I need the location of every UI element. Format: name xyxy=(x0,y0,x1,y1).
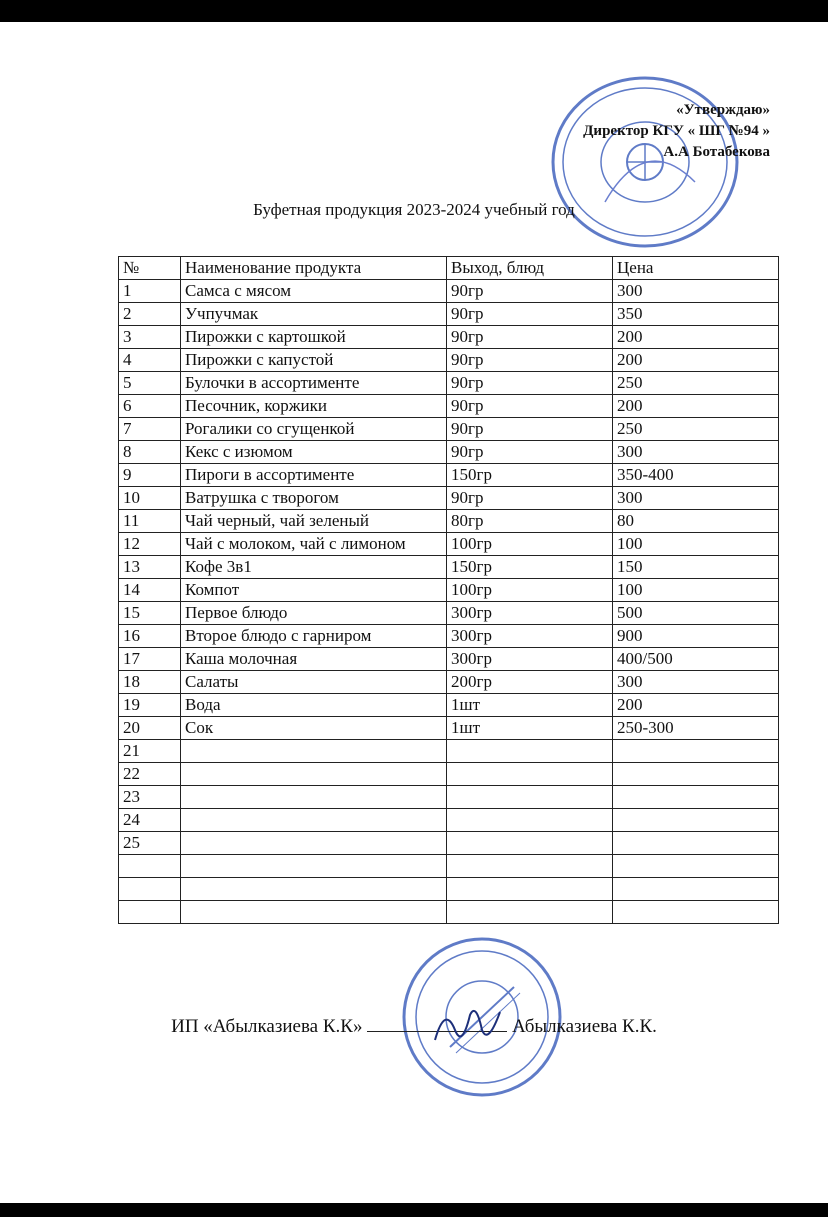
cell-number: 13 xyxy=(119,556,181,579)
cell-number: 17 xyxy=(119,648,181,671)
approval-director: Директор КГУ « ШГ №94 » xyxy=(583,123,770,139)
cell-number: 24 xyxy=(119,809,181,832)
approval-name: А.А Ботабекова xyxy=(663,144,770,160)
cell-product: Вода xyxy=(181,694,447,717)
cell-portion xyxy=(447,855,613,878)
cell-portion: 90гр xyxy=(447,349,613,372)
cell-portion: 90гр xyxy=(447,487,613,510)
cell-portion: 90гр xyxy=(447,441,613,464)
table-row xyxy=(119,694,779,717)
table-header-row xyxy=(119,257,779,280)
table-row xyxy=(119,625,779,648)
cell-price xyxy=(613,809,779,832)
cell-portion: 300гр xyxy=(447,602,613,625)
cell-product: Рогалики со сгущенкой xyxy=(181,418,447,441)
cell-price: 900 xyxy=(613,625,779,648)
cell-price: 200 xyxy=(613,395,779,418)
cell-price: 350 xyxy=(613,303,779,326)
cell-product xyxy=(181,832,447,855)
cell-number: 22 xyxy=(119,763,181,786)
table-row xyxy=(119,602,779,625)
cell-number xyxy=(119,878,181,901)
cell-number: 23 xyxy=(119,786,181,809)
cell-product xyxy=(181,763,447,786)
cell-number: 7 xyxy=(119,418,181,441)
table-row xyxy=(119,809,779,832)
cell-product: Кофе 3в1 xyxy=(181,556,447,579)
cell-price: 80 xyxy=(613,510,779,533)
cell-number: 2 xyxy=(119,303,181,326)
header-number: № xyxy=(119,257,181,280)
cell-portion xyxy=(447,901,613,924)
cell-number: 11 xyxy=(119,510,181,533)
cell-portion: 80гр xyxy=(447,510,613,533)
cell-number: 25 xyxy=(119,832,181,855)
cell-product: Первое блюдо xyxy=(181,602,447,625)
table-row xyxy=(119,280,779,303)
cell-price: 250-300 xyxy=(613,717,779,740)
cell-portion xyxy=(447,809,613,832)
cell-price xyxy=(613,855,779,878)
table-row xyxy=(119,556,779,579)
cell-product: Самса с мясом xyxy=(181,280,447,303)
cell-price xyxy=(613,878,779,901)
cell-price: 300 xyxy=(613,671,779,694)
table-row xyxy=(119,441,779,464)
cell-number: 12 xyxy=(119,533,181,556)
cell-portion: 100гр xyxy=(447,579,613,602)
cell-product: Чай черный, чай зеленый xyxy=(181,510,447,533)
header-portion: Выход, блюд xyxy=(447,257,613,280)
table-row xyxy=(119,303,779,326)
cell-product: Второе блюдо с гарниром xyxy=(181,625,447,648)
cell-portion: 200гр xyxy=(447,671,613,694)
cell-price: 200 xyxy=(613,694,779,717)
table-row xyxy=(119,855,779,878)
table-row xyxy=(119,901,779,924)
table-row xyxy=(119,418,779,441)
cell-price: 100 xyxy=(613,533,779,556)
cell-price xyxy=(613,832,779,855)
cell-number: 18 xyxy=(119,671,181,694)
cell-portion xyxy=(447,763,613,786)
cell-portion: 90гр xyxy=(447,326,613,349)
cell-number xyxy=(119,855,181,878)
cell-portion: 300гр xyxy=(447,648,613,671)
cell-price: 250 xyxy=(613,372,779,395)
cell-number: 8 xyxy=(119,441,181,464)
cell-product xyxy=(181,786,447,809)
cell-portion: 150гр xyxy=(447,556,613,579)
cell-product: Булочки в ассортименте xyxy=(181,372,447,395)
cell-product: Ватрушка с творогом xyxy=(181,487,447,510)
cell-number: 6 xyxy=(119,395,181,418)
cell-price: 250 xyxy=(613,418,779,441)
signature-name: Абылказиева К.К. xyxy=(511,1016,657,1037)
cell-price: 100 xyxy=(613,579,779,602)
cell-product: Каша молочная xyxy=(181,648,447,671)
cell-price: 350-400 xyxy=(613,464,779,487)
cell-product: Кекс с изюмом xyxy=(181,441,447,464)
cell-price: 300 xyxy=(613,441,779,464)
cell-product: Салаты xyxy=(181,671,447,694)
signature-line xyxy=(0,1015,828,1038)
table-row xyxy=(119,326,779,349)
cell-portion: 150гр xyxy=(447,464,613,487)
handwritten-signature xyxy=(430,1000,510,1055)
cell-product: Пироги в ассортименте xyxy=(181,464,447,487)
table-row xyxy=(119,464,779,487)
cell-price: 500 xyxy=(613,602,779,625)
cell-number: 1 xyxy=(119,280,181,303)
cell-number: 10 xyxy=(119,487,181,510)
signature-entity: ИП «Абылказиева К.К» xyxy=(171,1016,363,1037)
table-row xyxy=(119,372,779,395)
cell-price: 150 xyxy=(613,556,779,579)
cell-price: 200 xyxy=(613,349,779,372)
cell-number: 19 xyxy=(119,694,181,717)
cell-portion: 1шт xyxy=(447,717,613,740)
table-row xyxy=(119,878,779,901)
cell-product: Пирожки с картошкой xyxy=(181,326,447,349)
cell-number: 4 xyxy=(119,349,181,372)
table-row xyxy=(119,579,779,602)
cell-product xyxy=(181,878,447,901)
cell-number xyxy=(119,901,181,924)
cell-product: Сок xyxy=(181,717,447,740)
cell-product: Пирожки с капустой xyxy=(181,349,447,372)
cell-number: 9 xyxy=(119,464,181,487)
table-row xyxy=(119,740,779,763)
table-row xyxy=(119,349,779,372)
menu-table-body xyxy=(119,280,779,924)
table-row xyxy=(119,763,779,786)
cell-portion: 90гр xyxy=(447,280,613,303)
cell-price: 300 xyxy=(613,280,779,303)
cell-price: 300 xyxy=(613,487,779,510)
table-row xyxy=(119,395,779,418)
cell-price xyxy=(613,901,779,924)
cell-product xyxy=(181,901,447,924)
menu-table xyxy=(118,256,779,924)
cell-price xyxy=(613,740,779,763)
cell-number: 3 xyxy=(119,326,181,349)
cell-price xyxy=(613,786,779,809)
cell-portion: 90гр xyxy=(447,395,613,418)
approval-block xyxy=(583,100,770,163)
table-row xyxy=(119,487,779,510)
cell-product: Чай с молоком, чай с лимоном xyxy=(181,533,447,556)
cell-product: Учпучмак xyxy=(181,303,447,326)
cell-product xyxy=(181,740,447,763)
cell-number: 21 xyxy=(119,740,181,763)
table-row xyxy=(119,786,779,809)
top-scan-border xyxy=(0,0,828,22)
bottom-scan-border xyxy=(0,1203,828,1217)
cell-product xyxy=(181,809,447,832)
cell-number: 20 xyxy=(119,717,181,740)
cell-portion: 100гр xyxy=(447,533,613,556)
cell-number: 15 xyxy=(119,602,181,625)
cell-portion xyxy=(447,740,613,763)
table-row xyxy=(119,832,779,855)
cell-price: 400/500 xyxy=(613,648,779,671)
cell-portion: 90гр xyxy=(447,303,613,326)
cell-portion: 300гр xyxy=(447,625,613,648)
cell-number: 5 xyxy=(119,372,181,395)
cell-number: 14 xyxy=(119,579,181,602)
cell-product: Компот xyxy=(181,579,447,602)
cell-price xyxy=(613,763,779,786)
cell-portion: 90гр xyxy=(447,418,613,441)
approval-heading: «Утверждаю» xyxy=(676,102,770,118)
cell-portion: 1шт xyxy=(447,694,613,717)
cell-product xyxy=(181,855,447,878)
header-price: Цена xyxy=(613,257,779,280)
cell-price: 200 xyxy=(613,326,779,349)
cell-product: Песочник, коржики xyxy=(181,395,447,418)
cell-portion: 90гр xyxy=(447,372,613,395)
cell-portion xyxy=(447,878,613,901)
header-product: Наименование продукта xyxy=(181,257,447,280)
document-title: Буфетная продукция 2023-2024 учебный год xyxy=(253,200,575,219)
table-row xyxy=(119,671,779,694)
table-row xyxy=(119,533,779,556)
table-row xyxy=(119,648,779,671)
table-row xyxy=(119,717,779,740)
cell-portion xyxy=(447,786,613,809)
cell-portion xyxy=(447,832,613,855)
cell-number: 16 xyxy=(119,625,181,648)
table-row xyxy=(119,510,779,533)
